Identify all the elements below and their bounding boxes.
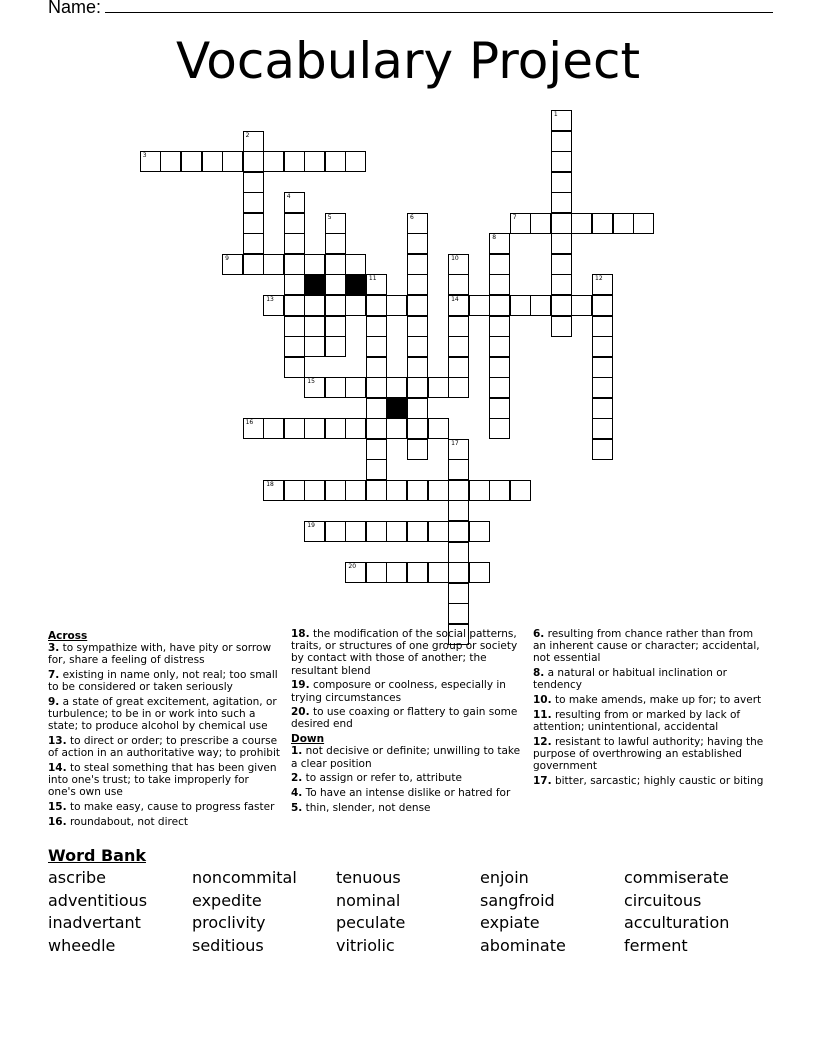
crossword-cell[interactable] [284,213,305,234]
crossword-cell[interactable] [428,480,449,501]
clue-number: 18 [266,480,274,488]
clue-number: 17 [451,439,459,447]
crossword-cell[interactable] [407,418,428,439]
clues-column-1 [48,628,280,831]
crossword-cell[interactable] [284,336,305,357]
crossword-cell[interactable] [448,521,469,542]
crossword-cell[interactable] [243,418,264,439]
crossword-cell[interactable] [304,295,325,316]
crossword-cell[interactable] [428,418,449,439]
across-heading: Across [48,630,88,642]
word-bank-item: acculturation [624,913,730,932]
clue-num-label: 13. [48,735,67,748]
clue-text: not decisive or definite; unwilling to take a clear position [291,745,521,770]
crossword-cell[interactable] [407,562,428,583]
clue-text: a natural or habitual inclination or tendency [533,667,727,692]
crossword-cell[interactable] [407,254,428,275]
clue-text: thin, slender, not dense [302,801,431,814]
crossword-cell[interactable] [448,583,469,604]
clue-number: 2 [245,131,250,139]
crossword-cell[interactable] [592,398,613,419]
crossword-cell[interactable] [325,274,346,295]
word-bank-item: vitriolic [336,935,395,955]
crossword-cell[interactable] [551,213,572,234]
crossword-cell[interactable] [325,336,346,357]
clue-item [48,762,280,799]
crossword-cell[interactable] [325,254,346,275]
clue-text: composure or coolness, especially in trying circumstances [291,679,506,704]
crossword-cell[interactable] [345,521,366,542]
crossword-cell[interactable] [345,562,366,583]
crossword-cell[interactable] [386,521,407,542]
crossword-cell[interactable] [448,603,469,624]
clue-text: to sympathize with, have pity or sorrow for, share a feeling of distress [48,642,272,667]
crossword-cell[interactable] [407,213,428,234]
crossword-cell[interactable] [551,295,572,316]
crossword-cell[interactable] [160,151,181,172]
clue-item [291,745,523,769]
clue-num-label: 7. [48,669,60,682]
crossword-cell[interactable] [202,151,223,172]
crossword-cell[interactable] [325,377,346,398]
clue-item [48,669,280,693]
clue-text: existing in name only, not real; too small to be considered or taken seriously [48,669,278,694]
clue-num-label: 3. [48,642,60,655]
clue-item [533,694,767,706]
crossword-cell[interactable] [284,418,305,439]
clue-item [291,706,523,730]
clue-text: resulting from or marked by lack of attention; unintentional, accidental [533,708,741,733]
clue-number: 7 [512,213,517,221]
crossword-cell[interactable] [366,336,387,357]
crossword-cell[interactable] [304,521,325,542]
crossword-cell[interactable] [592,295,613,316]
crossword-cell[interactable] [407,295,428,316]
crossword-cell[interactable] [428,521,449,542]
crossword-cell[interactable] [222,254,243,275]
crossword-cell[interactable] [325,418,346,439]
crossword-cell[interactable] [345,295,366,316]
crossword-cell[interactable] [489,480,510,501]
crossword-cell[interactable] [407,439,428,460]
clue-text: to make easy, cause to progress faster [66,801,275,814]
clue-number: 3 [142,152,147,160]
clue-num-label: 4. [291,786,303,799]
crossword-cell[interactable] [551,192,572,213]
clue-item [291,679,523,703]
crossword-cell[interactable] [325,213,346,234]
crossword-cell[interactable] [284,233,305,254]
crossword-cell[interactable] [489,274,510,295]
crossword-cell[interactable] [592,377,613,398]
crossword-cell[interactable] [386,418,407,439]
crossword-cell[interactable] [243,233,264,254]
crossword-cell[interactable] [551,233,572,254]
crossword-cell[interactable] [551,151,572,172]
crossword-cell[interactable] [284,254,305,275]
crossword-cell[interactable] [448,357,469,378]
clue-text: bitter, sarcastic; highly caustic or biting [551,774,764,787]
word-bank-item: adventitious [48,890,148,910]
clues-column-3 [533,628,767,789]
crossword-cell[interactable] [489,336,510,357]
crossword-cell[interactable] [551,316,572,337]
crossword-cell[interactable] [407,480,428,501]
crossword-cell[interactable] [304,316,325,337]
crossword-cell[interactable] [510,213,531,234]
crossword-cell[interactable] [366,439,387,460]
crossword-cell[interactable] [304,480,325,501]
crossword-cell[interactable] [510,295,531,316]
clue-num-label: 15. [48,801,67,814]
crossword-cell[interactable] [284,316,305,337]
clue-num-label: 20. [291,706,310,719]
clue-item [291,787,523,799]
clue-number: 1 [553,111,558,118]
crossword-cell[interactable] [345,480,366,501]
word-bank-item: commiserate [624,868,729,887]
crossword-cell[interactable] [263,295,284,316]
word-bank-item: expedite [192,890,262,910]
crossword-cell[interactable] [386,295,407,316]
clue-num-label: 6. [533,628,545,640]
crossword-cell[interactable] [263,151,284,172]
clue-text: to direct or order; to prescribe a course of action in an authoritative way; to prohibit [48,735,281,760]
name-label: Name: [48,0,102,17]
crossword-cell[interactable] [243,192,264,213]
crossword-cell[interactable] [448,316,469,337]
word-bank-item: wheedle [48,935,116,955]
crossword-cell[interactable] [386,377,407,398]
clue-number: 4 [286,193,291,201]
clue-text: to use coaxing or flattery to gain some desired end [291,706,518,731]
clue-text: resulting from chance rather than from an inherent cause or character; accidental, not essential [533,628,760,665]
clue-num-label: 16. [48,815,67,828]
crossword-cell[interactable] [366,562,387,583]
crossword-cell[interactable] [407,377,428,398]
clue-number: 12 [595,275,603,283]
crossword-cell[interactable] [448,274,469,295]
crossword-cell[interactable] [304,336,325,357]
clue-num-label: 18. [291,628,310,640]
crossword-cell[interactable] [592,418,613,439]
word-bank-item: nominal [336,890,401,910]
crossword-cell[interactable] [304,377,325,398]
crossword-cell[interactable] [489,418,510,439]
clue-num-label: 19. [291,679,310,692]
crossword-cell[interactable] [448,459,469,480]
crossword-cell[interactable] [489,357,510,378]
crossword-cell[interactable] [325,316,346,337]
crossword-cell[interactable] [366,480,387,501]
clue-number: 8 [492,234,497,242]
crossword-cell[interactable] [284,151,305,172]
crossword-cell[interactable] [325,521,346,542]
crossword-cell[interactable] [243,151,264,172]
crossword-cell[interactable] [325,295,346,316]
word-bank-item: ferment [624,935,688,955]
crossword-cell[interactable] [284,357,305,378]
crossword-cell[interactable] [386,562,407,583]
clue-number: 19 [307,522,315,529]
crossword-cell[interactable] [448,377,469,398]
clue-num-label: 11. [533,708,552,721]
clue-number: 5 [327,213,332,221]
word-bank-item: abominate [480,935,566,955]
word-bank-item: ascribe [48,868,106,887]
crossword-cell[interactable] [304,418,325,439]
crossword-cell[interactable] [243,131,264,152]
clues-column-2 [291,628,523,816]
crossword-cell[interactable] [345,418,366,439]
clue-number: 10 [451,254,459,262]
crossword-cell[interactable] [448,295,469,316]
crossword-cell[interactable] [448,542,469,563]
crossword-cell[interactable] [407,357,428,378]
clue-item [533,628,767,665]
crossword-cell[interactable] [592,316,613,337]
word-bank-item: inadvertant [48,913,141,932]
crossword-cell[interactable] [530,295,551,316]
clue-item [291,802,523,814]
crossword-cell[interactable] [592,213,613,234]
clue-item [48,816,280,828]
word-bank-item: sangfroid [480,890,555,910]
crossword-cell[interactable] [510,480,531,501]
crossword-cell[interactable] [304,254,325,275]
crossword-cell[interactable] [407,274,428,295]
word-bank-item: proclivity [192,913,266,932]
crossword-cell[interactable] [140,151,161,172]
crossword-cell[interactable] [366,357,387,378]
crossword-cell[interactable] [284,295,305,316]
crossword-cell[interactable] [284,192,305,213]
clue-num-label: 17. [533,774,552,787]
clue-item [533,667,767,691]
crossword-cell[interactable] [551,131,572,152]
crossword-cell[interactable] [263,418,284,439]
clue-item [291,628,523,677]
crossword-cell[interactable] [407,316,428,337]
clue-num-label: 8. [533,667,545,680]
word-bank-item: enjoin [480,868,529,887]
crossword-cell[interactable] [407,233,428,254]
crossword-cell[interactable] [489,316,510,337]
clue-number: 13 [266,296,274,303]
down-heading: Down [291,733,325,746]
crossword-cell[interactable] [530,213,551,234]
crossword-cell[interactable] [469,480,490,501]
crossword-cell[interactable] [448,254,469,275]
word-bank-item: peculate [336,913,406,932]
clue-number: 11 [368,275,377,283]
crossword-cell[interactable] [428,562,449,583]
crossword-cell[interactable] [325,480,346,501]
crossword-cell[interactable] [551,274,572,295]
clue-text: to steal something that has been given into one's trust; to take improperly for one's own use [48,762,277,799]
crossword-cell[interactable] [428,377,449,398]
word-bank-item: noncommital [192,868,297,887]
clue-num-label: 2. [291,772,303,785]
crossword-cell[interactable] [366,418,387,439]
crossword-cell[interactable] [489,398,510,419]
crossword-cell[interactable] [613,213,634,234]
crossword-cell[interactable] [366,521,387,542]
crossword-cell[interactable] [571,213,592,234]
crossword-cell[interactable] [243,172,264,193]
crossword-cell[interactable] [366,316,387,337]
crossword-cell[interactable] [345,377,366,398]
clue-item [291,772,523,784]
crossword-black-cell [386,398,407,419]
crossword-cell[interactable] [592,357,613,378]
crossword-cell[interactable] [551,254,572,275]
word-bank-item: expiate [480,913,540,932]
crossword-black-cell [345,274,366,295]
crossword-cell[interactable] [366,459,387,480]
crossword-cell[interactable] [448,562,469,583]
crossword-cell[interactable] [571,295,592,316]
crossword-cell[interactable] [469,521,490,542]
crossword-cell[interactable] [243,213,264,234]
clue-text: roundabout, not direct [66,815,188,828]
clue-num-label: 10. [533,694,552,707]
word-bank-item: seditious [192,935,264,955]
word-bank-title: Word Bank [48,846,147,865]
crossword-cell[interactable] [366,274,387,295]
crossword-cell[interactable] [304,151,325,172]
word-bank [48,868,768,956]
clue-text: to make amends, make up for; to avert [551,694,762,707]
crossword-cell[interactable] [551,110,572,131]
crossword-cell[interactable] [407,336,428,357]
clue-item [533,709,767,733]
clue-number: 20 [348,563,357,571]
word-bank-item: tenuous [336,868,401,887]
crossword-cell[interactable] [181,151,202,172]
clue-text: the modification of the social patterns, traits, or structures of one group or society by contact with those of another; the resultant blend [291,628,518,677]
crossword-cell[interactable] [592,336,613,357]
crossword-cell[interactable] [489,233,510,254]
crossword-cell[interactable] [366,377,387,398]
clue-text: To have an intense dislike or hatred for [302,786,511,799]
crossword-cell[interactable] [263,254,284,275]
page-title: Vocabulary Project [175,32,641,90]
crossword-cell[interactable] [345,151,366,172]
crossword-cell[interactable] [325,233,346,254]
crossword-cell[interactable] [386,480,407,501]
crossword-cell[interactable] [469,562,490,583]
clue-num-label: 14. [48,762,67,775]
clue-text: resistant to lawful authority; having the purpose of overthrowing an established government [533,735,764,773]
word-bank-item: circuitous [624,890,702,910]
clue-text: to assign or refer to, attribute [302,772,462,785]
crossword-cell[interactable] [469,295,490,316]
crossword-cell[interactable] [325,151,346,172]
crossword-cell[interactable] [243,254,264,275]
crossword-cell[interactable] [407,521,428,542]
clue-number: 6 [410,213,414,221]
crossword-cell[interactable] [345,254,366,275]
clue-num-label: 12. [533,735,552,748]
clue-item [48,801,280,813]
crossword-cell[interactable] [366,295,387,316]
clue-num-label: 5. [291,801,303,814]
crossword-cell[interactable] [407,398,428,419]
crossword-cell[interactable] [633,213,654,234]
crossword-cell[interactable] [366,398,387,419]
clue-number: 16 [245,419,254,427]
clue-number: 15 [307,378,315,386]
crossword-cell[interactable] [489,377,510,398]
clue-text: a state of great excitement, agitation, or turbulence; to be in or work into such a state; to produce alcohol by chemical use [48,696,277,733]
clue-item [533,775,767,787]
crossword-cell[interactable] [489,254,510,275]
crossword-cell[interactable] [284,480,305,501]
clue-item [533,736,767,773]
crossword-cell[interactable] [489,295,510,316]
crossword-cell[interactable] [592,439,613,460]
clue-item [48,642,280,666]
crossword-cell[interactable] [263,480,284,501]
clue-item [48,696,280,733]
clue-num-label: 1. [291,745,303,758]
crossword-black-cell [304,274,325,295]
crossword-cell[interactable] [284,274,305,295]
crossword-cell[interactable] [448,500,469,521]
clue-number: 14 [451,296,459,303]
clue-number: 9 [225,254,229,262]
clue-item [48,735,280,759]
crossword-cell[interactable] [448,336,469,357]
crossword-cell[interactable] [448,480,469,501]
crossword-cell[interactable] [592,274,613,295]
crossword-cell[interactable] [448,439,469,460]
crossword-cell[interactable] [222,151,243,172]
crossword-cell[interactable] [551,172,572,193]
clue-num-label: 9. [48,696,60,709]
